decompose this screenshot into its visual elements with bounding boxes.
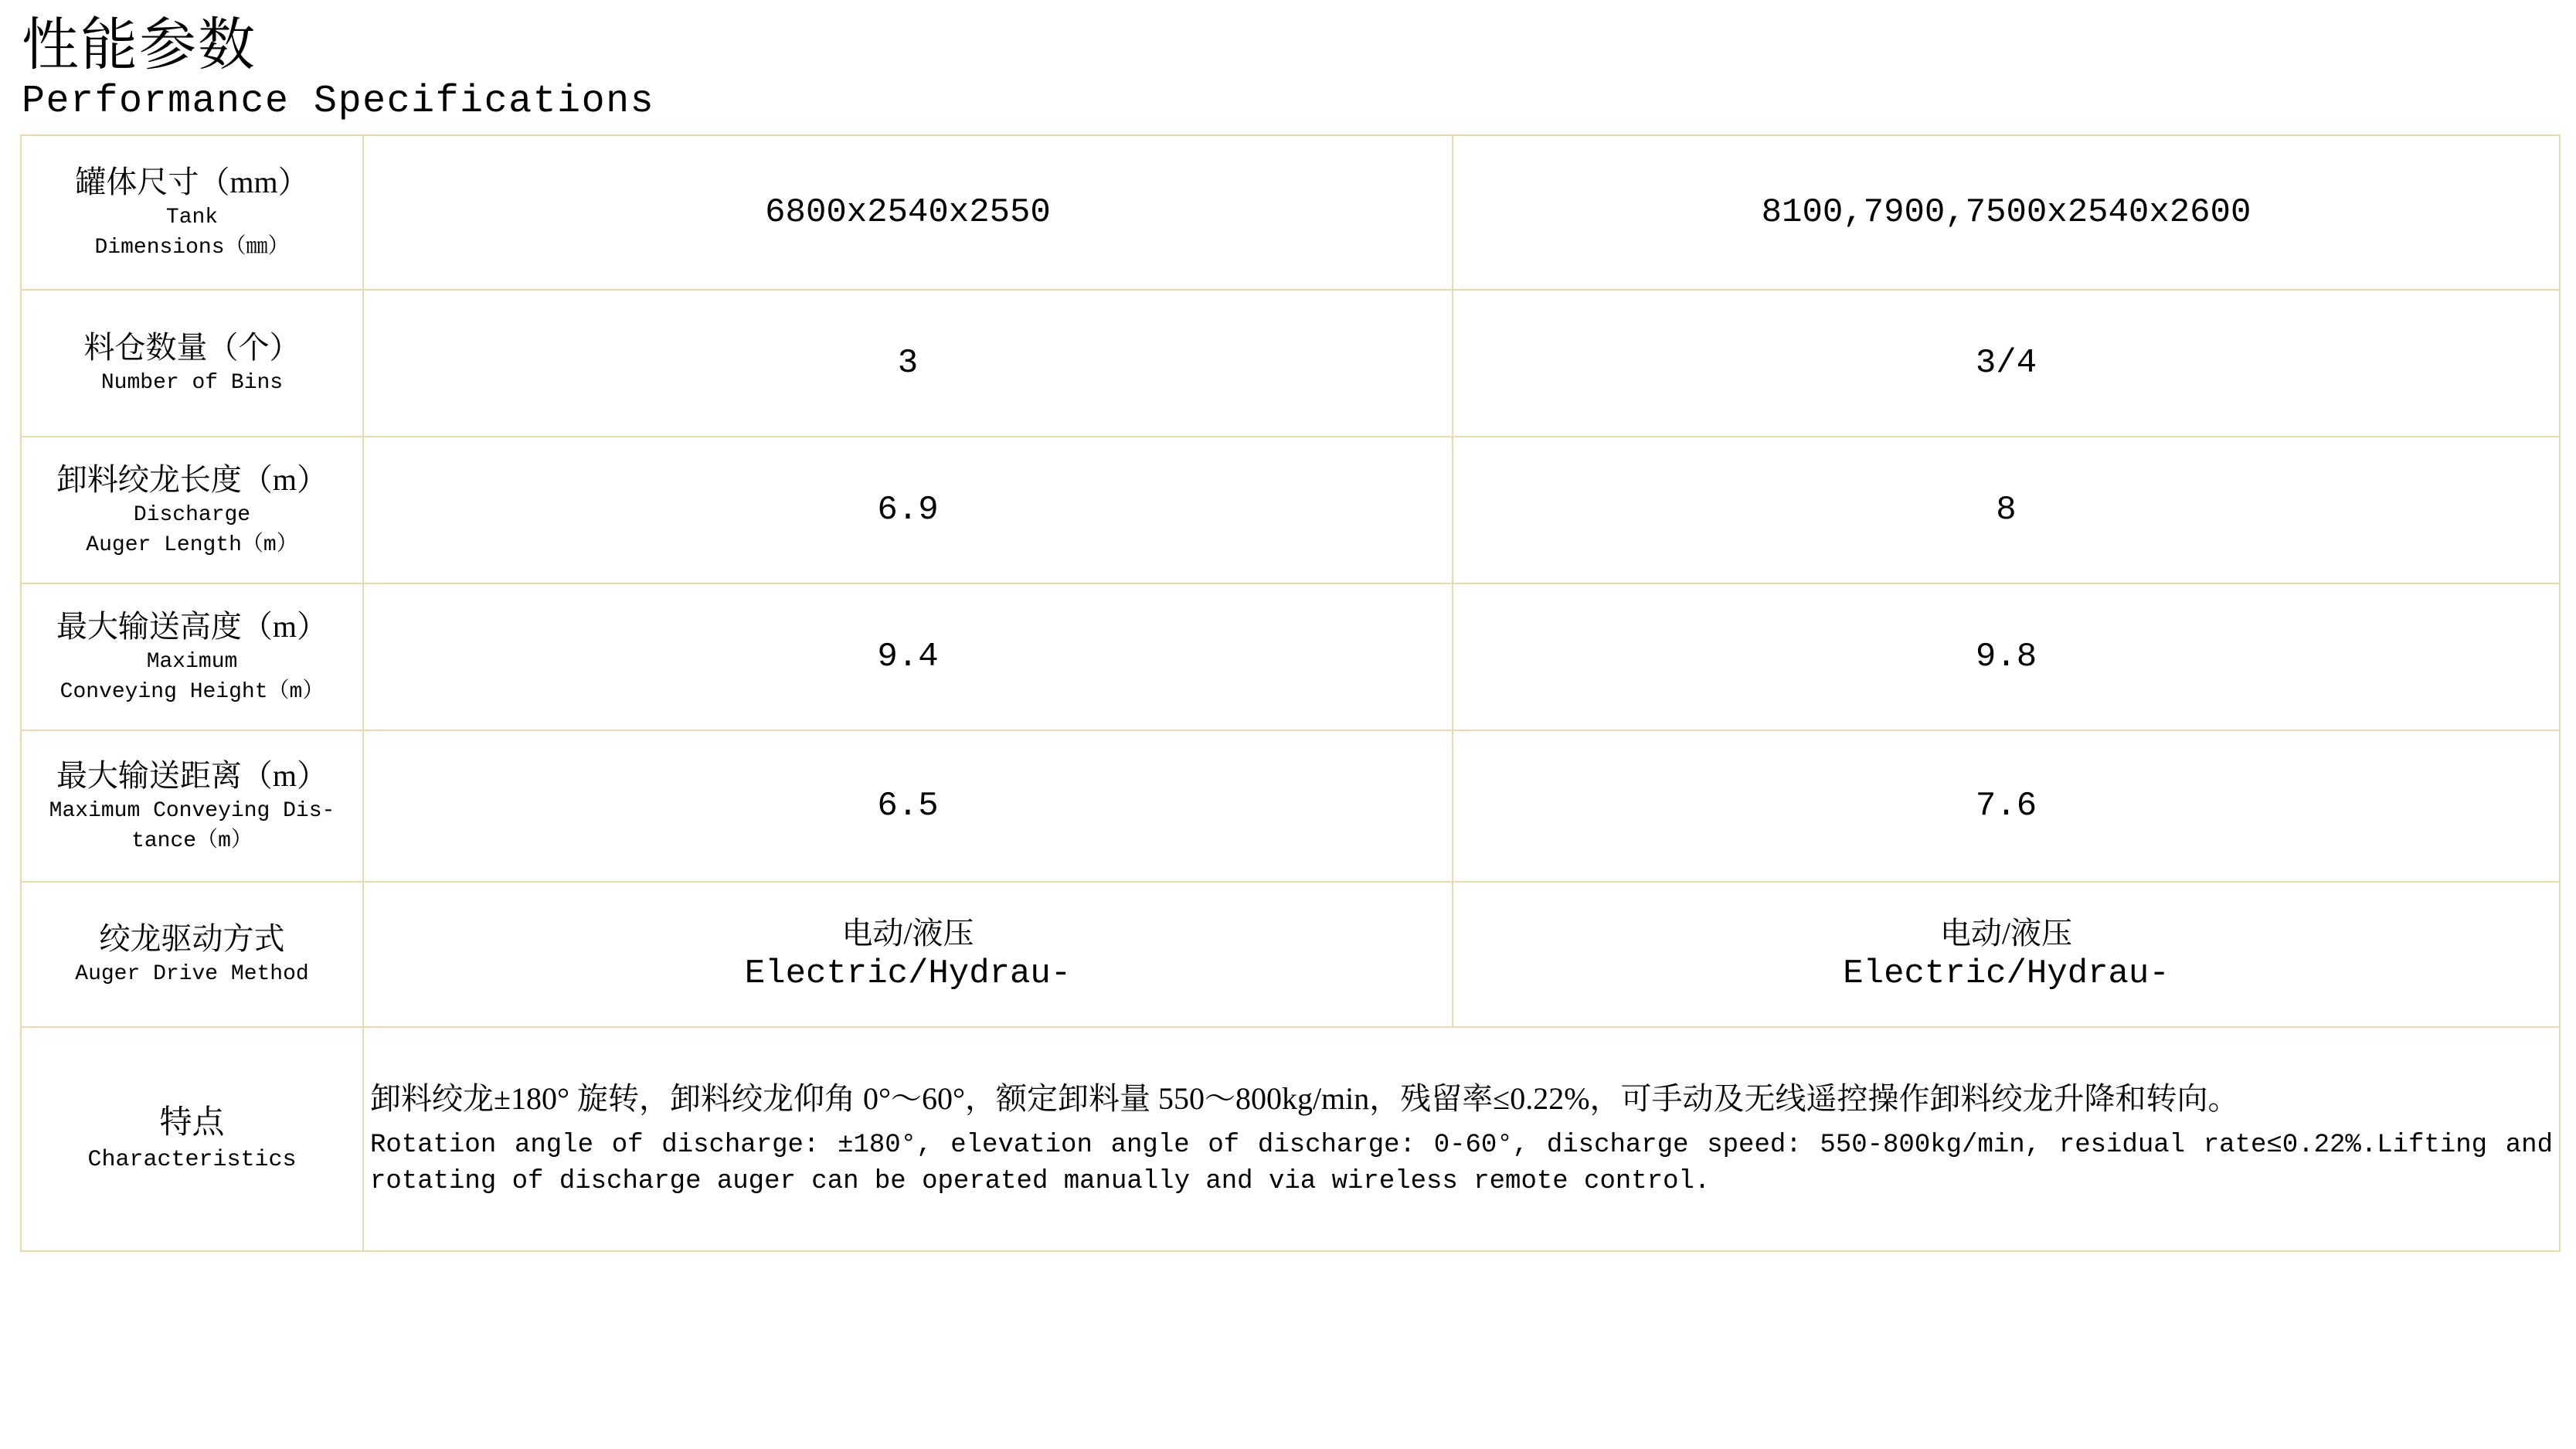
row-label-en-line1: Auger Drive Method (75, 962, 309, 987)
row-value-col1-en: Electric/Hydrau- (744, 954, 1072, 993)
row-label-cn: 罐体尺寸（mm） (75, 164, 309, 199)
table-row (21, 583, 2560, 730)
row-label-en-line2: tance（m） (131, 829, 253, 854)
row-label-tank-dimensions (21, 135, 363, 290)
row-label-cn: 料仓数量（个） (83, 330, 301, 366)
row-value-col1: 9.4 (363, 583, 1453, 730)
row-value-col1: 6.9 (363, 437, 1453, 583)
row-label-number-of-bins (21, 290, 363, 437)
row-value-col2: 8100,7900,7500x2540x2600 (1453, 135, 2560, 290)
row-value-col2 (1453, 882, 2560, 1027)
row-label-discharge-auger-length (21, 437, 363, 583)
row-label-cn: 卸料绞龙长度（m） (56, 461, 328, 497)
characteristics-text-en: Rotation angle of discharge: ±180°, elevation angle of discharge: 0-60°, discharge speed: 550-800kg/min, residual rate≤0.22%.Lifting and rotating of discharge auger can be operated manually and via wireless remote control. (370, 1130, 2553, 1197)
table-row (21, 882, 2560, 1027)
table-row-characteristics (21, 1027, 2560, 1251)
row-label-en-line1: Tank (165, 205, 219, 230)
row-label-cn: 特点 (159, 1105, 225, 1141)
row-value-col1 (363, 882, 1453, 1027)
row-value-col1: 3 (363, 290, 1453, 437)
row-label-en-line1: Maximum Conveying Dis- (49, 798, 335, 823)
row-value-col2-en: Electric/Hydrau- (1843, 954, 2170, 993)
row-label-en-line1: Maximum (146, 649, 238, 674)
row-label-cn: 绞龙驱动方式 (99, 921, 285, 957)
table-row (21, 730, 2560, 882)
row-value-col2: 9.8 (1453, 583, 2560, 730)
specifications-table (20, 134, 2561, 1252)
table-row (21, 135, 2560, 290)
row-label-auger-drive-method (21, 882, 363, 1027)
row-label-maximum-conveying-height (21, 583, 363, 730)
table-row (21, 290, 2560, 437)
table-row (21, 437, 2560, 583)
row-value-col2: 3/4 (1453, 290, 2560, 437)
row-value-col1: 6800x2540x2550 (363, 135, 1453, 290)
row-label-en-line1: Discharge (133, 502, 251, 527)
row-label-characteristics (21, 1027, 363, 1251)
characteristics-content (363, 1027, 2560, 1251)
row-label-cn: 最大输送高度（m） (56, 608, 328, 644)
row-value-col1-cn: 电动/液压 (841, 915, 974, 951)
row-label-en-line2: Auger Length（m） (86, 533, 298, 558)
characteristics-text-cn: 卸料绞龙±180° 旋转，卸料绞龙仰角 0°～60°，额定卸料量 550～800kg/min，残留率≤0.22%，可手动及无线遥控操作卸料绞龙升降和转向。 (370, 1080, 2239, 1116)
row-value-col1: 6.5 (363, 730, 1453, 882)
row-label-en-line1: Number of Bins (100, 371, 284, 396)
page-title-cn: 性能参数 (22, 14, 257, 77)
row-label-en-line2: Dimensions（㎜） (94, 236, 290, 260)
row-label-en-line2: Conveying Height（m） (59, 680, 325, 705)
row-label-en: Characteristics (87, 1146, 297, 1173)
row-label-maximum-conveying-distance (21, 730, 363, 882)
row-value-col2: 7.6 (1453, 730, 2560, 882)
page-title-en: Performance Specifications (22, 79, 655, 124)
row-label-cn: 最大输送距离（m） (56, 757, 328, 793)
row-value-col2-cn: 电动/液压 (1939, 915, 2073, 951)
row-value-col2: 8 (1453, 437, 2560, 583)
